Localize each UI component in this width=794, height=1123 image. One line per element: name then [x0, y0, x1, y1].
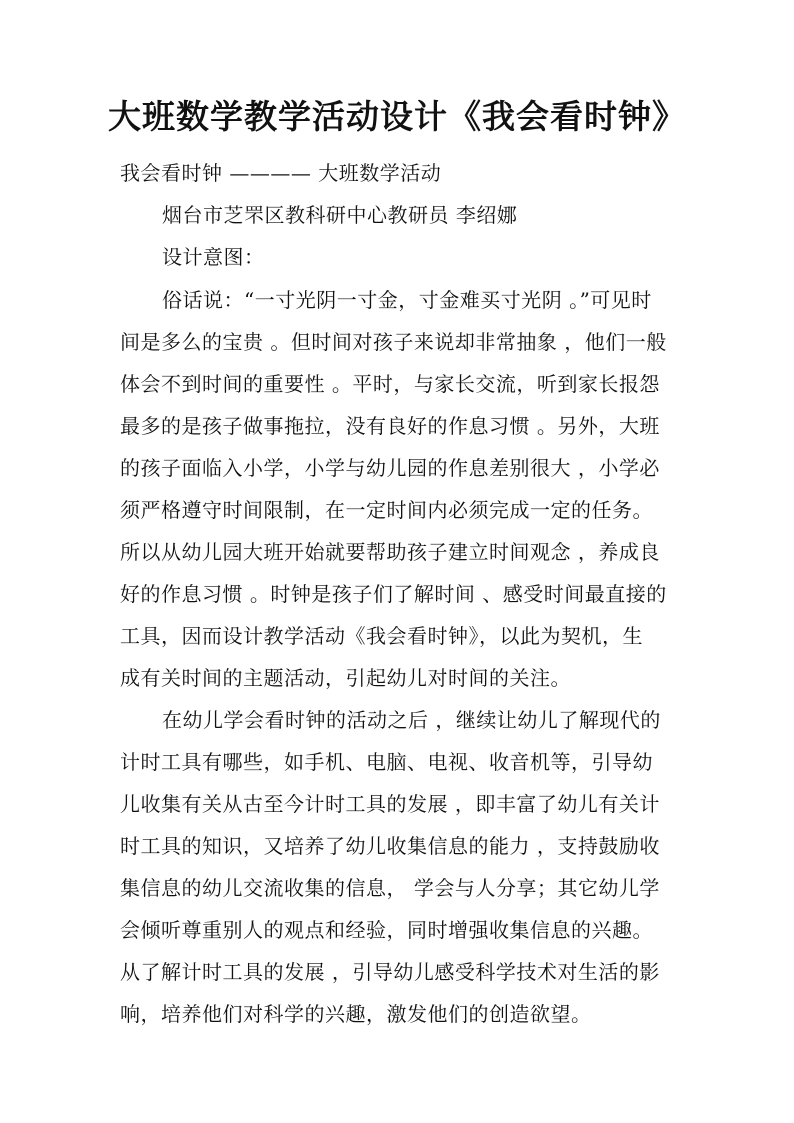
document-title: 大班数学教学活动设计《我会看时钟》	[108, 97, 686, 136]
paragraph-line: 集信息的幼儿交流收集的信息， 学会与人分享；其它幼儿学	[120, 876, 660, 900]
paragraph-line: 儿收集有关从古至今计时工具的发展 ，即丰富了幼儿有关计	[120, 792, 660, 816]
paragraph-line: 响，培养他们对科学的兴趣，激发他们的创造欲望。	[120, 1002, 592, 1026]
paragraph-line: 工具，因而设计教学活动《我会看时钟》，以此为契机，生	[120, 624, 643, 648]
paragraph-line: 计时工具有哪些，如手机、电脑、电视、收音机等，引导幼	[120, 750, 653, 774]
paragraph-line: 体会不到时间的重要性 。平时，与家长交流，听到家长报怨	[120, 372, 660, 396]
paragraph-line: 会倾听尊重别人的观点和经验，同时增强收集信息的兴趣。	[120, 918, 653, 942]
paragraph-line: 须严格遵守时间限制，在一定时间内必须完成一定的任务。	[120, 498, 653, 522]
paragraph-line: 最多的是孩子做事拖拉，没有良好的作息习惯 。另外，大班	[120, 414, 660, 438]
paragraph-line: 的孩子面临入小学，小学与幼儿园的作息差别很大 ，小学必	[120, 456, 660, 480]
paragraph-line: 间是多么的宝贵 。但时间对孩子来说却非常抽象 ，他们一般	[120, 330, 667, 354]
subtitle-line: 我会看时钟 ———— 大班数学活动	[120, 161, 442, 185]
paragraph-line: 在幼儿学会看时钟的活动之后 ，继续让幼儿了解现代的	[162, 708, 661, 732]
section-heading: 设计意图：	[162, 245, 265, 269]
paragraph-line: 从了解计时工具的发展 ，引导幼儿感受科学技术对生活的影	[120, 960, 660, 984]
paragraph-line: 成有关时间的主题活动，引起幼儿对时间的关注。	[120, 666, 571, 690]
paragraph-line: 俗话说：“一寸光阴一寸金，寸金难买寸光阴 。”可见时	[162, 288, 652, 312]
author-line: 烟台市芝罘区教科研中心教研员 李绍娜	[162, 203, 518, 227]
paragraph-line: 时工具的知识，又培养了幼儿收集信息的能力 ，支持鼓励收	[120, 834, 660, 858]
paragraph-line: 所以从幼儿园大班开始就要帮助孩子建立时间观念 ，养成良	[120, 540, 660, 564]
paragraph-line: 好的作息习惯 。时钟是孩子们了解时间 、感受时间最直接的	[120, 582, 667, 606]
